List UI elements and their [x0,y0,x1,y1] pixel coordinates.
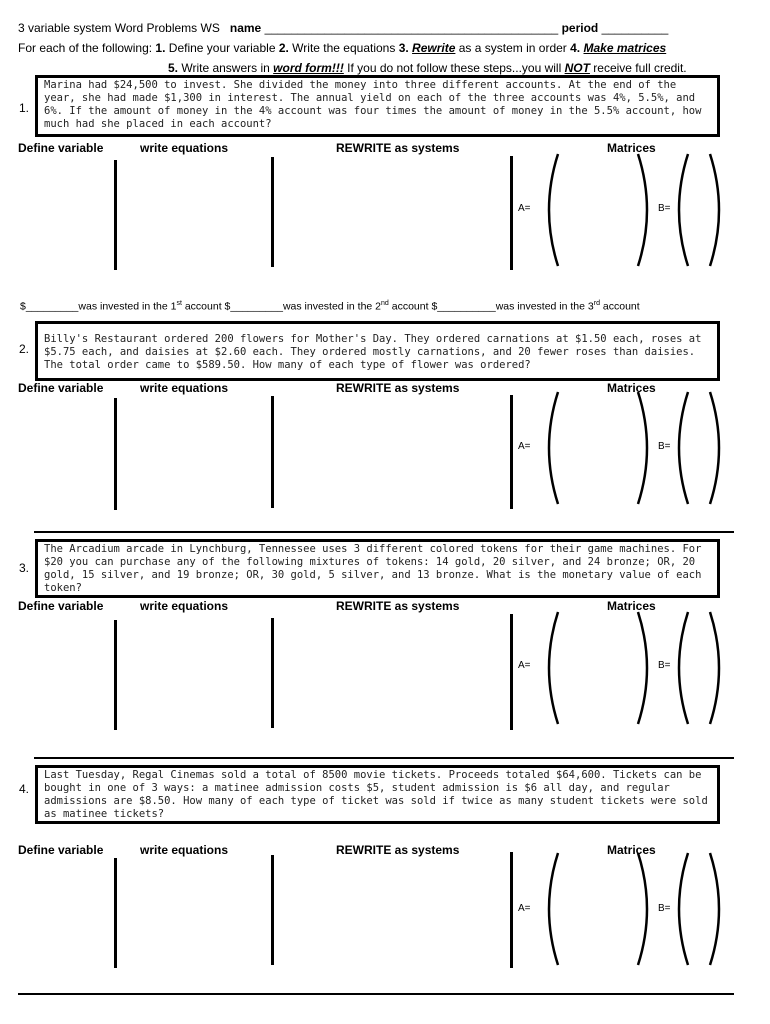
problem-text-box: Last Tuesday, Regal Cinemas sold a total of 8500 movie tickets. Proceeds totaled $64,600. Tickets can be bought in one of 3 ways: a matinee admission costs $5, student admission is $6 all day, and regular admissions are $8.50. How many of each type of ticket was sold if twice as many student tickets were sold as matinee tickets? [35,765,720,824]
answer-text-1: was invested in the 1 [78,300,177,313]
problem-number: 1. [19,101,30,115]
answer-blank-3[interactable]: __________ [437,300,496,313]
answer-text-3: was invested in the 3 [495,300,594,313]
name-label: name [229,21,262,35]
matrix-a-label: A= [518,903,531,914]
matrices-header: Matrices [607,599,656,613]
define-variable-header: Define variable [18,599,104,613]
matrices-header: Matrices [607,141,656,155]
section-divider [34,757,734,759]
warning-text-2: receive full credit. [589,61,687,75]
write-equations-header: write equations [140,381,229,395]
step-2-text: Write the equations [288,41,399,55]
problem-number: 4. [19,782,30,796]
answer-text-2: was invested in the 2 [282,300,382,313]
column-divider [114,398,117,510]
matrices-header: Matrices [607,381,656,395]
warning-not: NOT [564,61,590,75]
step-4-keyword: Make matrices [583,41,667,55]
matrix-b-label: B= [658,203,671,214]
ordinal-suffix: st [176,300,182,307]
header-line-2 [18,41,666,55]
column-divider [271,855,274,965]
section-divider [18,993,734,995]
column-divider [271,157,274,267]
problem-number: 3. [19,561,30,575]
worksheet-title: 3 variable system Word Problems WS [18,21,220,35]
problem-text-box: The Arcadium arcade in Lynchburg, Tennessee uses 3 different colored tokens for their game machines. For $20 you can purchase any of the following mixtures of tokens: 14 gold, 20 silver, and 24 bronze; OR, 20 gold, 15 silver, and 19 bronze; OR, 30 gold, 5 silver, and 13 bronze. What is the monetary value of each token? [35,539,720,598]
matrix-a-label: A= [518,660,531,671]
matrix-brackets [540,388,730,508]
define-variable-header: Define variable [18,141,104,155]
column-divider [510,156,513,270]
account-label: account [181,300,225,313]
step-3-keyword: Rewrite [412,41,456,55]
ordinal-suffix: rd [593,300,600,307]
write-equations-header: write equations [140,599,229,613]
step-5-number: 5. [168,61,179,75]
account-label: account [599,300,640,313]
section-divider [34,531,734,533]
column-divider [114,858,117,968]
write-equations-header: write equations [140,843,229,857]
matrix-brackets [540,150,730,270]
name-blank[interactable]: ____________________________________________ [264,21,559,35]
rewrite-systems-header: REWRITE as systems [336,599,460,613]
column-divider [271,618,274,728]
matrix-b-label: B= [658,660,671,671]
column-divider [510,395,513,509]
matrix-b-label: B= [658,903,671,914]
step-3-text: as a system in order [455,41,571,55]
answer-blank-2[interactable]: _________ [230,300,283,313]
rewrite-systems-header: REWRITE as systems [336,381,460,395]
dollar-sign: $ [20,300,26,313]
matrix-a-label: A= [518,441,531,452]
step-3-number: 3. [398,41,409,55]
define-variable-header: Define variable [18,381,104,395]
instructions-intro: For each of the following: [18,41,156,55]
problem-text-box: Billy's Restaurant ordered 200 flowers for Mother's Day. They ordered carnations at $1.50 each, roses at $5.75 each, and daisies at $2.60 each. They ordered mostly carnations, and 20 fewer roses than daisies. The total order came to $589.50. How many of each type of flower was ordered? [35,321,720,381]
answer-line [20,300,640,313]
step-1-number: 1. [155,41,166,55]
define-variable-header: Define variable [18,843,104,857]
problem-text-box: Marina had $24,500 to invest. She divided the money into three different accounts. At the end of the year, she had made $1,300 in interest. The annual yield on each of the three accounts was 4%, 5.5%, and 6%. If the amount of money in the 4% account was four times the amount of money in the 5.5% account, how much had she placed in each account? [35,75,720,137]
matrix-brackets [540,849,730,969]
header-line-1 [18,21,668,35]
matrix-brackets [540,608,730,728]
step-5-keyword: word form!!! [273,61,344,75]
column-divider [271,396,274,508]
write-equations-header: write equations [140,141,229,155]
step-5-text: Write answers in [178,61,274,75]
period-blank[interactable]: __________ [601,21,669,35]
dollar-sign: $ [431,300,438,313]
problem-number: 2. [19,342,30,356]
column-divider [510,852,513,968]
matrix-a-label: A= [518,203,531,214]
column-divider [114,160,117,270]
ordinal-suffix: nd [381,300,389,307]
step-2-number: 2. [278,41,289,55]
header-line-3 [168,61,687,75]
step-4-number: 4. [570,41,581,55]
step-1-text: Define your variable [165,41,279,55]
rewrite-systems-header: REWRITE as systems [336,843,460,857]
period-label: period [561,21,599,35]
account-label: account [388,300,432,313]
dollar-sign: $ [224,300,231,313]
matrices-header: Matrices [607,843,656,857]
matrix-b-label: B= [658,441,671,452]
column-divider [114,620,117,730]
warning-text-1: If you do not follow these steps...you will [343,61,565,75]
answer-blank-1[interactable]: _________ [25,300,79,313]
rewrite-systems-header: REWRITE as systems [336,141,460,155]
column-divider [510,614,513,730]
